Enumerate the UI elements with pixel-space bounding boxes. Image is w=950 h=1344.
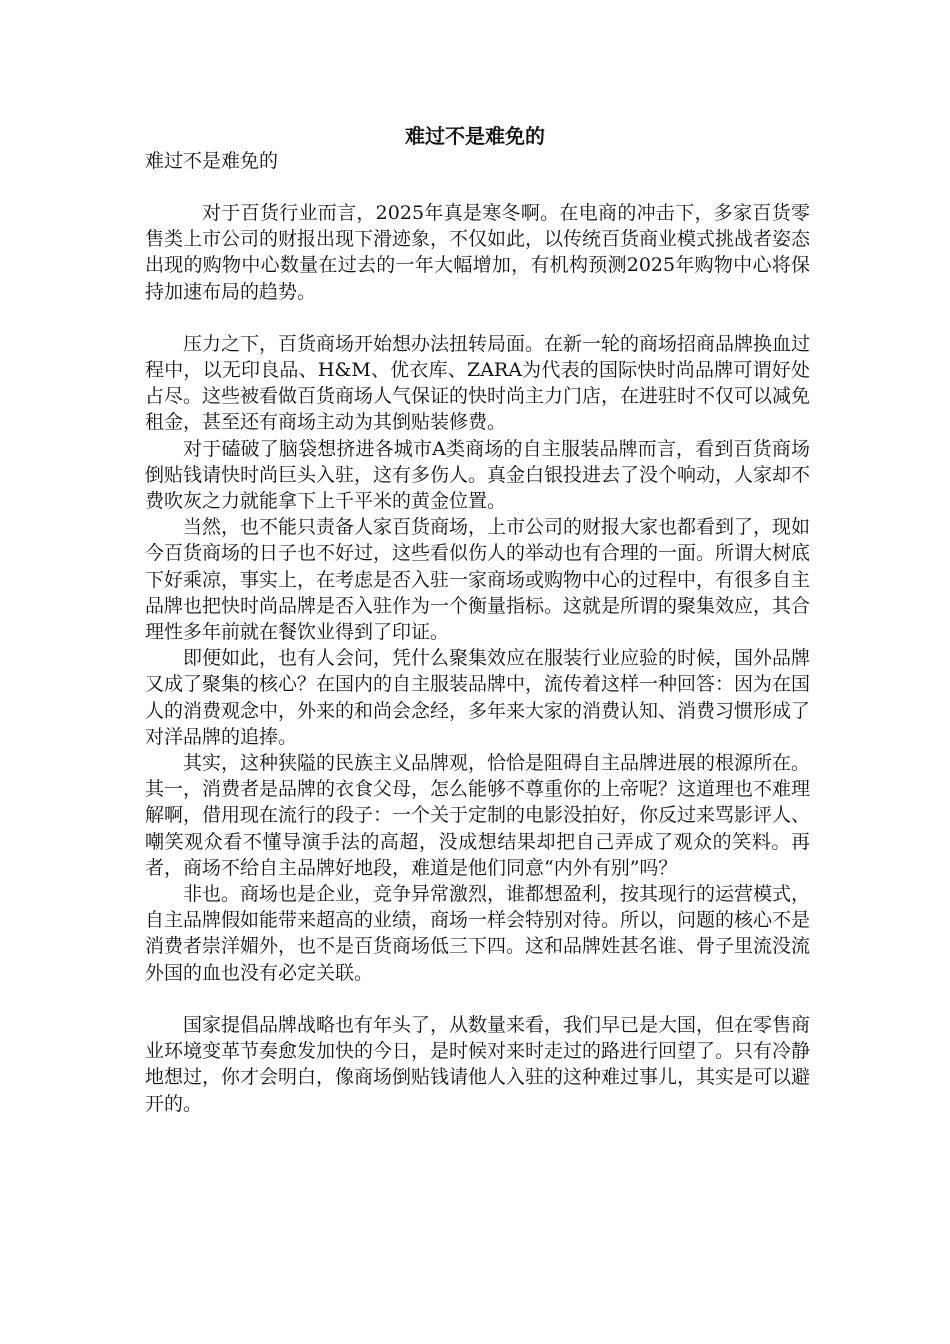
document-subtitle: 难过不是难免的 bbox=[145, 150, 279, 172]
paragraph-6: 其实，这种狭隘的民族主义品牌观，恰恰是阻碍自主品牌进展的根源所在。其一，消费者是品牌的衣食父母，怎么能够不尊重你的上帝呢？这道理也不难理解啊，借用现在流行的段子：一个关于定制的电影没拍好，你反过来骂影评人、嘲笑观众看不懂导演手法的高超，没成想结果却把自己弄成了观众的笑料。再者，商场不给自主品牌好地段，难道是他们同意“内外有别”吗？ bbox=[145, 752, 811, 879]
paragraph-4: 当然，也不能只责备人家百货商场，上市公司的财报大家也都看到了，现如今百货商场的日子也不好过，这些看似伤人的举动也有合理的一面。所谓大树底下好乘凉，事实上，在考虑是否入驻一家商场或购物中心的过程中，有很多自主品牌也把快时尚品牌是否入驻作为一个衡量指标。这就是所谓的聚集效应，其合理性多年前就在餐饮业得到了印证。 bbox=[145, 516, 811, 644]
document-body bbox=[145, 200, 810, 1117]
paragraph-7: 非也。商场也是企业，竞争异常激烈，谁都想盈利，按其现行的运营模式，自主品牌假如能带来超高的业绩，商场一样会特别对待。所以，问题的核心不是消费者崇洋媚外，也不是百货商场低三下四。这和品牌姓甚名谁、骨子里流没流外国的血也没有必定关联。 bbox=[145, 883, 811, 984]
paragraph-1: 对于百货行业而言，2025年真是寒冬啊。在电商的冲击下，多家百货零售类上市公司的财报出现下滑迹象，不仅如此，以传统百货商业模式挑战者姿态出现的购物中心数量在过去的一年大幅增加，有机构预测2025年购物中心将保持加速布局的趋势。 bbox=[145, 202, 811, 303]
paragraph-2: 压力之下，百货商场开始想办法扭转局面。在新一轮的商场招商品牌换血过程中，以无印良品、H&M、优衣库、ZARA为代表的国际快时尚品牌可谓好处占尽。这些被看做百货商场人气保证的快时尚主力门店，在进驻时不仅可以减免租金，甚至还有商场主动为其倒贴装修费。 bbox=[145, 332, 811, 434]
document-title: 难过不是难免的 bbox=[405, 124, 545, 148]
paragraph-8: 国家提倡品牌战略也有年头了，从数量来看，我们早已是大国，但在零售商业环境变革节奏愈发加快的今日，是时候对来时走过的路进行回望了。只有冷静地想过，你才会明白，像商场倒贴钱请他人入驻的这种难过事儿，其实是可以避开的。 bbox=[145, 1013, 811, 1115]
paragraph-5: 即便如此，也有人会问，凭什么聚集效应在服装行业应验的时候，国外品牌又成了聚集的核心？在国内的自主服装品牌中，流传着这样一种回答：因为在国人的消费观念中，外来的和尚会念经，多年来大家的消费认知、消费习惯形成了对洋品牌的追捧。 bbox=[145, 647, 811, 748]
paragraph-3: 对于磕破了脑袋想挤进各城市A类商场的自主服装品牌而言，看到百货商场倒贴钱请快时尚巨头入驻，这有多伤人。真金白银投进去了没个响动，人家却不费吹灰之力就能拿下上千平米的黄金位置。 bbox=[145, 437, 811, 513]
